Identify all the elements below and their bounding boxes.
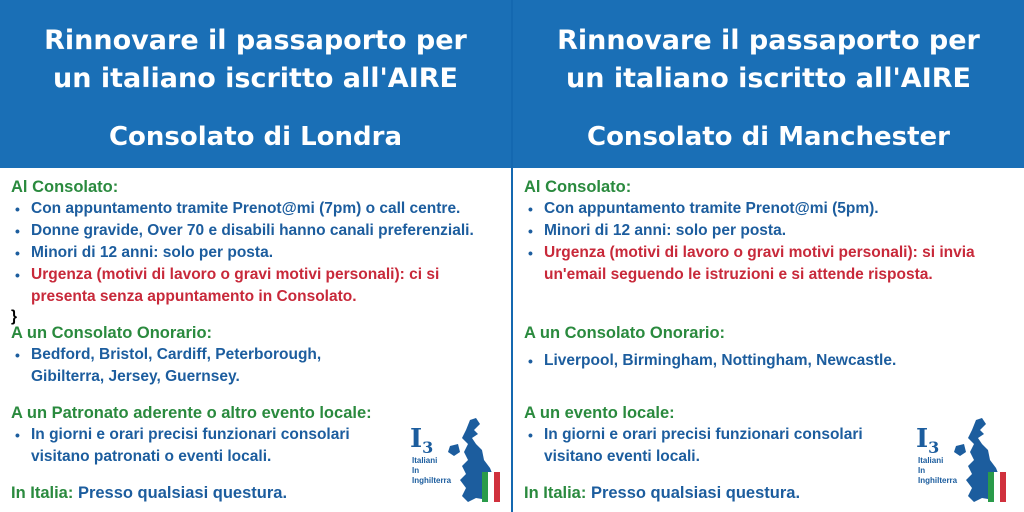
section-onorario xyxy=(11,322,503,388)
list-item: • Donne gravide, Over 70 e disabili hanno canali preferenziali. xyxy=(31,220,503,242)
footer-text: Presso qualsiasi questura. xyxy=(590,484,801,502)
bullet-list xyxy=(524,198,1016,286)
list-item: • Liverpool, Birmingham, Nottingham, Newcastle. xyxy=(544,350,1016,372)
title-line-1: Rinnovare il passaporto per xyxy=(557,25,980,56)
consulate-name: Consolato di Manchester xyxy=(586,122,950,152)
list-item: • In giorni e orari precisi funzionari consolari visitano patronati o eventi locali. xyxy=(31,424,353,468)
logo-mark: $I_3$ xyxy=(916,424,940,458)
title-line-2: un italiano iscritto all'AIRE xyxy=(566,63,971,94)
section-heading: A un evento locale: xyxy=(524,404,675,422)
section-consolato: Al Consolato: • Con appuntamento tramite Prenot@mi (7pm) o call centre. • Donne gravide, Over 70 e disabili hanno canali preferenziali. • Minori di 12 anni: solo per posta. • Urgenza (motivi di lavoro o gravi motivi personali): ci si presenta senza appuntamento in Consolato. } xyxy=(11,176,503,326)
bullet-list xyxy=(11,198,503,308)
panel-manchester xyxy=(513,0,1024,512)
panel-title xyxy=(513,22,1024,98)
list-item-urgent: • Urgenza (motivi di lavoro o gravi motivi personali): si invia un'email seguendo le istruzioni e si attende risposta. xyxy=(544,242,1016,286)
list-item: • Con appuntamento tramite Prenot@mi (7pm) o call centre. xyxy=(31,198,503,220)
uk-map-icon xyxy=(916,416,1012,506)
title-line-2: un italiano iscritto all'AIRE xyxy=(53,63,458,94)
panel-london xyxy=(0,0,511,512)
list-item: • Con appuntamento tramite Prenot@mi (5pm). xyxy=(544,198,1016,220)
logo-text: Italiani In Inghilterra xyxy=(918,456,958,485)
bullet-list xyxy=(524,350,1016,372)
title-line-1: Rinnovare il passaporto per xyxy=(44,25,467,56)
section-heading: A un Consolato Onorario: xyxy=(524,324,726,342)
logo-text: Italiani In Inghilterra xyxy=(412,456,452,485)
section-heading: A un Consolato Onorario: xyxy=(11,324,213,342)
list-item: • In giorni e orari precisi funzionari consolari visitano eventi locali. xyxy=(544,424,866,468)
section-heading: Al Consolato: xyxy=(11,178,119,196)
footer-label: In Italia: xyxy=(11,484,74,502)
section-heading: A un Patronato aderente o altro evento locale: xyxy=(11,404,372,422)
section-onorario xyxy=(524,322,1016,372)
bullet-list xyxy=(11,344,503,388)
uk-map-icon xyxy=(410,416,506,506)
footer-italia xyxy=(524,482,800,504)
list-item: • Minori di 12 anni: solo per posta. xyxy=(31,242,503,264)
consulate-name: Consolato di Londra xyxy=(108,122,403,152)
i3-logo xyxy=(916,416,1012,506)
footer-italia xyxy=(11,482,287,504)
footer-label: In Italia: xyxy=(524,484,587,502)
logo-mark: $I_3$ xyxy=(410,424,434,458)
list-item: • Bedford, Bristol, Cardiff, Peterborough, Gibilterra, Jersey, Guernsey. xyxy=(31,344,353,388)
list-item-urgent: • Urgenza (motivi di lavoro o gravi motivi personali): ci si presenta senza appuntamento in Consolato. xyxy=(31,264,503,308)
section-heading: Al Consolato: xyxy=(524,178,632,196)
panel-header xyxy=(513,0,1024,168)
section-consolato xyxy=(524,176,1016,286)
panel-header xyxy=(0,0,511,168)
i3-logo xyxy=(410,416,506,506)
list-item: • Minori di 12 anni: solo per posta. xyxy=(544,220,1016,242)
panel-title xyxy=(0,22,511,98)
footer-text: Presso qualsiasi questura. xyxy=(77,484,288,502)
